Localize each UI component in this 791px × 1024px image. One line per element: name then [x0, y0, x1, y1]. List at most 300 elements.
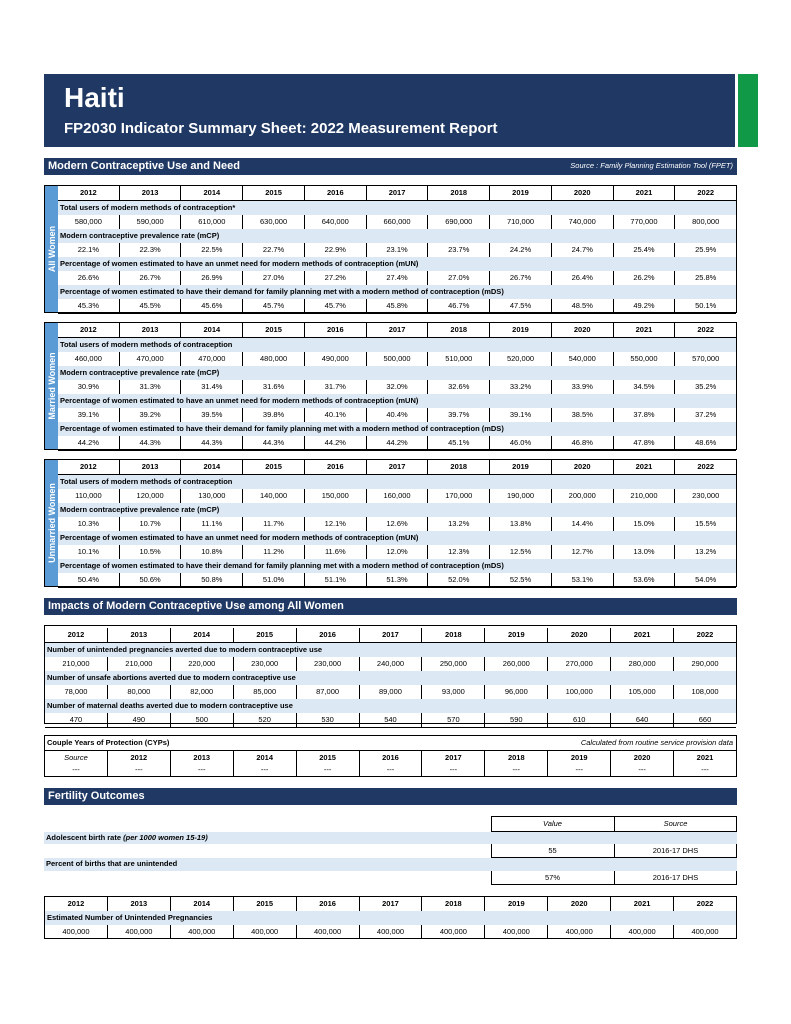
- table-cell: 80,000: [108, 685, 171, 699]
- table-cell: 25.9%: [695, 245, 717, 254]
- table-cell: 2012: [58, 460, 120, 474]
- side-label-bar: [45, 323, 58, 449]
- table-cell: 690,000: [428, 215, 490, 229]
- indicator-label-row: Percentage of women estimated to have their demand for family planning met with a modern method of contraception (mDS): [58, 559, 736, 573]
- table-cell: 46.8%: [552, 436, 614, 450]
- table-cell: 2015: [297, 751, 360, 765]
- side-label-bar: [45, 460, 58, 586]
- row-divider: [45, 727, 736, 728]
- table-cell: 2013: [108, 897, 171, 911]
- table-cell: 31.3%: [120, 380, 182, 394]
- table-cell: 190,000: [490, 489, 552, 503]
- table-cell: 150,000: [305, 489, 367, 503]
- table-cell: 105,000: [611, 685, 674, 699]
- green-accent-bar: [738, 74, 758, 147]
- year-header-row: [58, 323, 736, 337]
- table-cell: 47.8%: [614, 436, 676, 450]
- table-cell: 26.2%: [614, 271, 676, 285]
- table-cell: 470,000: [181, 352, 243, 366]
- table-cell: 54.0%: [695, 575, 717, 584]
- table-cell: 540,000: [552, 352, 614, 366]
- indicator-values-row: [58, 299, 736, 313]
- table-cell: 2017: [367, 460, 429, 474]
- table-cell: 2018: [485, 751, 548, 765]
- unintended-label: Percent of births that are unintended: [46, 859, 178, 868]
- table-cell: 2018: [428, 323, 490, 337]
- table-cell: 2018: [428, 460, 490, 474]
- table-cell: 2021: [696, 753, 714, 762]
- table-cell: 31.7%: [305, 380, 367, 394]
- table-cell: 44.2%: [58, 436, 120, 450]
- abr-label-unit: (per 1000 women 15-19): [123, 833, 208, 842]
- table-cell: 2015: [243, 460, 305, 474]
- table-cell: 50.4%: [58, 573, 120, 587]
- table-cell: 87,000: [297, 685, 360, 699]
- indicator-values-row: [45, 925, 736, 939]
- table-cell: 400,000: [691, 927, 719, 936]
- table-cell: 2013: [108, 628, 171, 642]
- table-cell: 230,000: [234, 657, 297, 671]
- table-cell: 2021: [614, 323, 676, 337]
- table-cell: 2016: [297, 628, 360, 642]
- table-cell: 550,000: [614, 352, 676, 366]
- abr-label-text: Adolescent birth rate: [46, 833, 122, 842]
- row-divider: [58, 450, 736, 451]
- divider: [614, 816, 615, 832]
- indicator-values-row: [58, 408, 736, 422]
- indicator-label-row: Number of unintended pregnancies averted due to modern contraceptive use: [45, 643, 736, 657]
- table-cell: 27.2%: [305, 271, 367, 285]
- indicator-values-row: [45, 657, 736, 671]
- table-cell: 470: [45, 713, 108, 727]
- table-cell: 24.2%: [490, 243, 552, 257]
- table-cell: 12.3%: [428, 545, 490, 559]
- table-cell: 400,000: [422, 925, 485, 939]
- table-cell: 170,000: [428, 489, 490, 503]
- table-cell: 33.9%: [552, 380, 614, 394]
- table-cell: 39.1%: [58, 408, 120, 422]
- indicator-label-row: Estimated Number of Unintended Pregnancies: [45, 911, 736, 925]
- table-cell: 2019: [490, 460, 552, 474]
- table-cell: 610: [548, 713, 611, 727]
- table-cell: 2017: [360, 628, 423, 642]
- table-cell: 2022: [696, 630, 714, 639]
- table-cell: 10.7%: [120, 517, 182, 531]
- table-cell: 38.5%: [552, 408, 614, 422]
- table-cell: 490,000: [305, 352, 367, 366]
- indicator-values-row: [58, 545, 736, 559]
- table-cell: 640,000: [305, 215, 367, 229]
- table-cell: 2017: [422, 751, 485, 765]
- table-cell: 26.7%: [490, 271, 552, 285]
- indicator-label-row: Percentage of women estimated to have an unmet need for modern methods of contraception (mUN): [58, 257, 736, 271]
- indicator-values-row: [58, 352, 736, 366]
- table-cell: 510,000: [428, 352, 490, 366]
- table-cell: 89,000: [360, 685, 423, 699]
- table-cell: 2015: [234, 897, 297, 911]
- table-cell: 12.6%: [367, 517, 429, 531]
- table-cell: 630,000: [243, 215, 305, 229]
- table-cell: 22.5%: [181, 243, 243, 257]
- title-banner: [44, 74, 735, 147]
- table-cell: 640: [611, 713, 674, 727]
- table-cell: 770,000: [614, 215, 676, 229]
- table-cell: 44.3%: [120, 436, 182, 450]
- table-cell: 14.4%: [552, 517, 614, 531]
- table-cell: 400,000: [485, 925, 548, 939]
- table-cell: 500,000: [367, 352, 429, 366]
- year-header-row: [58, 460, 736, 474]
- table-cell: 400,000: [171, 925, 234, 939]
- table-cell: 22.1%: [58, 243, 120, 257]
- section-title: Modern Contraceptive Use and Need: [48, 160, 240, 172]
- indicator-values-row: [58, 436, 736, 450]
- table-cell: 2020: [552, 323, 614, 337]
- table-cell: 49.2%: [614, 299, 676, 313]
- table-cell: 120,000: [120, 489, 182, 503]
- table-cell: 2019: [490, 186, 552, 200]
- table-cell: ---: [45, 763, 108, 777]
- table-cell: 25.8%: [695, 273, 717, 282]
- table-cell: 2014: [181, 186, 243, 200]
- table-cell: 53.6%: [614, 573, 676, 587]
- table-cell: 490: [108, 713, 171, 727]
- indicator-label-row: Modern contraceptive prevalence rate (mCP): [58, 503, 736, 517]
- table-cell: 27.0%: [243, 271, 305, 285]
- table-cell: 33.2%: [490, 380, 552, 394]
- table-cell: 50.1%: [695, 301, 717, 310]
- table-cell: 210,000: [45, 657, 108, 671]
- section-title: Fertility Outcomes: [48, 790, 145, 802]
- table-cell: 12.7%: [552, 545, 614, 559]
- table-cell: 740,000: [552, 215, 614, 229]
- table-cell: 500: [171, 713, 234, 727]
- table-cell: 2013: [171, 751, 234, 765]
- table-cell: 11.7%: [243, 517, 305, 531]
- table-cell: 23.7%: [428, 243, 490, 257]
- table-cell: 85,000: [234, 685, 297, 699]
- table-cell: 45.3%: [58, 299, 120, 313]
- value-header: Value: [543, 819, 562, 828]
- table-cell: 15.0%: [614, 517, 676, 531]
- table-cell: ---: [360, 763, 423, 777]
- table-cell: 22.7%: [243, 243, 305, 257]
- table-cell: 2020: [552, 186, 614, 200]
- table-cell: 280,000: [611, 657, 674, 671]
- table-cell: 2017: [367, 186, 429, 200]
- table-cell: 570: [422, 713, 485, 727]
- table-cell: 400,000: [548, 925, 611, 939]
- table-cell: 23.1%: [367, 243, 429, 257]
- section-header-impacts: [44, 598, 737, 615]
- table-cell: 2019: [548, 751, 611, 765]
- indicator-values-row: [58, 380, 736, 394]
- unintended-value: 57%: [544, 873, 560, 882]
- table-cell: 26.7%: [120, 271, 182, 285]
- side-label: All Women: [46, 225, 57, 273]
- indicator-values-row: [58, 573, 736, 587]
- table-cell: 2022: [696, 899, 714, 908]
- unintended-pregnancies-table: [44, 896, 737, 939]
- table-cell: 44.3%: [181, 436, 243, 450]
- table-cell: 130,000: [181, 489, 243, 503]
- table-cell: 2018: [428, 186, 490, 200]
- source-header: Source: [663, 819, 688, 828]
- table-cell: 2014: [181, 323, 243, 337]
- table-cell: ---: [485, 763, 548, 777]
- table-cell: 470,000: [120, 352, 182, 366]
- table-cell: 400,000: [108, 925, 171, 939]
- table-cell: 96,000: [485, 685, 548, 699]
- indicator-label-row: Percentage of women estimated to have an unmet need for modern methods of contraception (mUN): [58, 394, 736, 408]
- year-header-row: [58, 186, 736, 200]
- table-cell: 230,000: [692, 491, 720, 500]
- table-cell: 13.8%: [490, 517, 552, 531]
- table-cell: 2016: [305, 323, 367, 337]
- table-cell: 47.5%: [490, 299, 552, 313]
- table-cell: 78,000: [45, 685, 108, 699]
- table-cell: 2012: [45, 628, 108, 642]
- table-cell: 13.0%: [614, 545, 676, 559]
- table-cell: 580,000: [58, 215, 120, 229]
- table-cell: 11.1%: [181, 517, 243, 531]
- table-cell: 53.1%: [552, 573, 614, 587]
- table-cell: 39.7%: [428, 408, 490, 422]
- table-cell: 590,000: [120, 215, 182, 229]
- table-cell: 2012: [58, 186, 120, 200]
- table-cell: 2015: [243, 186, 305, 200]
- table-cell: 27.4%: [367, 271, 429, 285]
- table-cell: 2016: [297, 897, 360, 911]
- table-cell: 2022: [697, 188, 715, 197]
- table-cell: 200,000: [552, 489, 614, 503]
- table-cell: 610,000: [181, 215, 243, 229]
- table-cell: 2017: [360, 897, 423, 911]
- table-cell: 220,000: [171, 657, 234, 671]
- table-cell: 590: [485, 713, 548, 727]
- table-cell: 26.4%: [552, 271, 614, 285]
- table-cell: 45.8%: [367, 299, 429, 313]
- indicator-values-row: [58, 243, 736, 257]
- table-cell: 520,000: [490, 352, 552, 366]
- indicator-label-row: Total users of modern methods of contraception*: [58, 201, 736, 215]
- table-cell: 31.4%: [181, 380, 243, 394]
- row-divider: [58, 587, 736, 588]
- table-cell: 10.5%: [120, 545, 182, 559]
- table-cell: 480,000: [243, 352, 305, 366]
- year-header-row: [45, 897, 736, 911]
- report-subtitle: FP2030 Indicator Summary Sheet: 2022 Measurement Report: [64, 120, 498, 137]
- table-cell: 15.5%: [695, 519, 717, 528]
- fertility-indicators: [44, 816, 737, 886]
- table-cell: 25.4%: [614, 243, 676, 257]
- table-cell: 40.4%: [367, 408, 429, 422]
- table-cell: 240,000: [360, 657, 423, 671]
- table-cell: 2014: [181, 460, 243, 474]
- table-cell: 660,000: [367, 215, 429, 229]
- table-cell: 10.3%: [58, 517, 120, 531]
- table-cell: 39.8%: [243, 408, 305, 422]
- indicator-block-all-women: [44, 185, 737, 313]
- cyp-values-row: [45, 763, 736, 777]
- country-name: Haiti: [64, 82, 125, 113]
- table-cell: 2018: [422, 628, 485, 642]
- indicator-label-row: Percentage of women estimated to have their demand for family planning met with a modern method of contraception (mDS): [58, 285, 736, 299]
- indicator-block-unmarried-women: [44, 459, 737, 587]
- table-cell: 2015: [243, 323, 305, 337]
- table-cell: 2018: [422, 897, 485, 911]
- table-cell: 22.9%: [305, 243, 367, 257]
- table-cell: 26.9%: [181, 271, 243, 285]
- table-cell: 2022: [697, 325, 715, 334]
- table-cell: 2020: [552, 460, 614, 474]
- row-divider: [58, 313, 736, 314]
- table-cell: 40.1%: [305, 408, 367, 422]
- table-cell: 39.5%: [181, 408, 243, 422]
- table-cell: 44.3%: [243, 436, 305, 450]
- table-cell: 230,000: [297, 657, 360, 671]
- table-cell: 100,000: [548, 685, 611, 699]
- table-cell: 22.3%: [120, 243, 182, 257]
- table-cell: 2012: [45, 897, 108, 911]
- section-header-contraceptive-use: [44, 158, 737, 175]
- table-cell: 2020: [548, 628, 611, 642]
- table-cell: 24.7%: [552, 243, 614, 257]
- table-cell: 12.0%: [367, 545, 429, 559]
- table-cell: 93,000: [422, 685, 485, 699]
- table-cell: 2021: [611, 628, 674, 642]
- table-cell: 52.5%: [490, 573, 552, 587]
- table-cell: 2020: [611, 751, 674, 765]
- table-cell: 11.6%: [305, 545, 367, 559]
- table-cell: 51.1%: [305, 573, 367, 587]
- table-cell: 2014: [234, 751, 297, 765]
- section-header-fertility: [44, 788, 737, 805]
- table-cell: Source: [45, 751, 108, 765]
- table-cell: 34.5%: [614, 380, 676, 394]
- table-cell: 660: [698, 715, 712, 724]
- indicator-values-row: [58, 215, 736, 229]
- table-cell: 2017: [367, 323, 429, 337]
- side-label: Married Women: [46, 352, 57, 420]
- table-cell: 520: [234, 713, 297, 727]
- section-title: Impacts of Modern Contraceptive Use among All Women: [48, 600, 344, 612]
- table-cell: 44.2%: [305, 436, 367, 450]
- indicator-block-married-women: [44, 322, 737, 450]
- table-cell: 2016: [305, 186, 367, 200]
- table-cell: 710,000: [490, 215, 552, 229]
- table-cell: 210,000: [614, 489, 676, 503]
- table-cell: 37.8%: [614, 408, 676, 422]
- table-cell: 12.5%: [490, 545, 552, 559]
- table-cell: 2013: [120, 323, 182, 337]
- table-cell: 570,000: [692, 354, 720, 363]
- table-cell: 2022: [697, 462, 715, 471]
- table-cell: 2015: [234, 628, 297, 642]
- table-cell: 12.1%: [305, 517, 367, 531]
- table-cell: 2012: [108, 751, 171, 765]
- table-cell: 48.5%: [552, 299, 614, 313]
- table-cell: ---: [297, 763, 360, 777]
- abr-source: 2016-17 DHS: [652, 846, 699, 855]
- table-cell: 400,000: [360, 925, 423, 939]
- table-cell: 10.1%: [58, 545, 120, 559]
- table-cell: 2013: [120, 460, 182, 474]
- table-cell: 46.0%: [490, 436, 552, 450]
- table-cell: 13.2%: [428, 517, 490, 531]
- table-cell: ---: [701, 765, 709, 774]
- table-cell: 2021: [614, 460, 676, 474]
- cyp-table: [44, 735, 737, 777]
- table-cell: 46.7%: [428, 299, 490, 313]
- table-cell: 110,000: [58, 489, 120, 503]
- table-cell: ---: [234, 763, 297, 777]
- table-cell: ---: [611, 763, 674, 777]
- table-cell: 44.2%: [367, 436, 429, 450]
- table-cell: 10.8%: [181, 545, 243, 559]
- section-source: Source : Family Planning Estimation Tool (FPET): [570, 161, 733, 170]
- indicator-values-row: [45, 685, 736, 699]
- indicator-values-row: [45, 713, 736, 727]
- table-cell: 45.5%: [120, 299, 182, 313]
- table-cell: 800,000: [692, 217, 720, 226]
- table-cell: 50.8%: [181, 573, 243, 587]
- table-cell: 51.3%: [367, 573, 429, 587]
- indicator-label-row: Percentage of women estimated to have an unmet need for modern methods of contraception (mUN): [58, 531, 736, 545]
- table-cell: 250,000: [422, 657, 485, 671]
- table-cell: 2019: [485, 897, 548, 911]
- table-cell: 27.0%: [428, 271, 490, 285]
- table-cell: 260,000: [485, 657, 548, 671]
- cyp-note: Calculated from routine service provision data: [580, 738, 733, 747]
- table-cell: ---: [548, 763, 611, 777]
- unintended-source: 2016-17 DHS: [652, 873, 699, 882]
- table-cell: 26.6%: [58, 271, 120, 285]
- table-cell: 32.6%: [428, 380, 490, 394]
- table-cell: ---: [108, 763, 171, 777]
- table-cell: 2021: [614, 186, 676, 200]
- indicator-label-row: Number of maternal deaths averted due to modern contraceptive use: [45, 699, 736, 713]
- table-cell: 540: [360, 713, 423, 727]
- table-cell: 2016: [360, 751, 423, 765]
- table-cell: 48.6%: [695, 438, 717, 447]
- table-cell: 50.6%: [120, 573, 182, 587]
- table-cell: ---: [171, 763, 234, 777]
- table-cell: 35.2%: [695, 382, 717, 391]
- table-cell: 400,000: [45, 925, 108, 939]
- table-cell: 2020: [548, 897, 611, 911]
- table-cell: 51.0%: [243, 573, 305, 587]
- table-cell: 108,000: [691, 687, 719, 696]
- indicator-values-row: [58, 489, 736, 503]
- table-cell: 210,000: [108, 657, 171, 671]
- indicator-label-row: Total users of modern methods of contraception: [58, 475, 736, 489]
- table-cell: 530: [297, 713, 360, 727]
- indicator-label-row: Number of unsafe abortions averted due to modern contraceptive use: [45, 671, 736, 685]
- table-cell: 2014: [171, 897, 234, 911]
- table-cell: 52.0%: [428, 573, 490, 587]
- table-cell: 2012: [58, 323, 120, 337]
- table-cell: 400,000: [611, 925, 674, 939]
- indicator-label-row: Modern contraceptive prevalence rate (mCP): [58, 366, 736, 380]
- abr-label: [46, 831, 208, 845]
- table-cell: 37.2%: [695, 410, 717, 419]
- table-cell: 45.7%: [243, 299, 305, 313]
- table-cell: 45.1%: [428, 436, 490, 450]
- impacts-table: [44, 625, 737, 724]
- table-cell: 460,000: [58, 352, 120, 366]
- indicator-values-row: [58, 517, 736, 531]
